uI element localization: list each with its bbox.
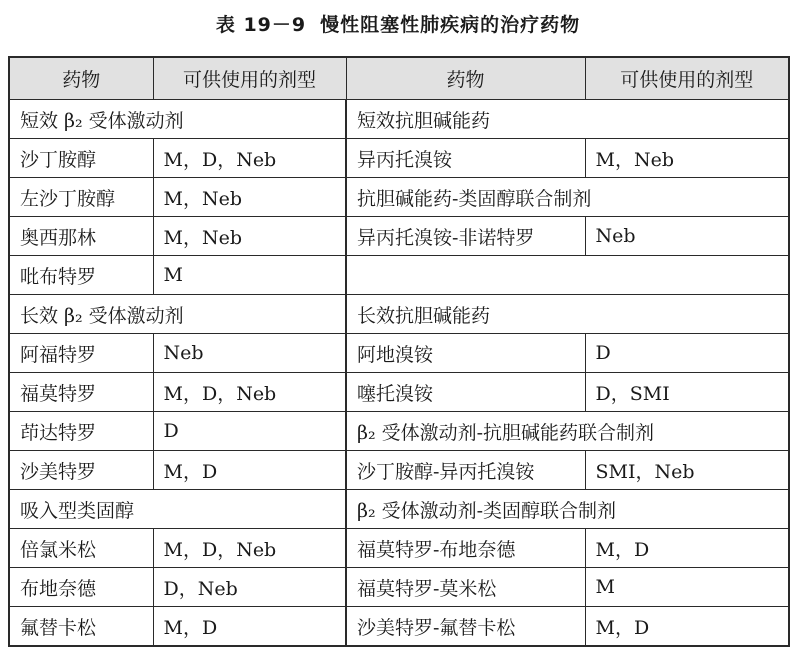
caption-title: 慢性阻塞性肺疾病的治疗药物 bbox=[320, 14, 581, 36]
right-dosage-forms: M bbox=[585, 568, 789, 607]
table-body bbox=[9, 100, 789, 647]
header-drug-right: 药物 bbox=[346, 57, 585, 100]
right-section-heading: β₂ 受体激动剂-类固醇联合制剂 bbox=[346, 490, 789, 529]
left-drug-name: 沙美特罗 bbox=[9, 451, 153, 490]
right-dosage-forms: Neb bbox=[585, 217, 789, 256]
table-row bbox=[9, 295, 789, 334]
table-row bbox=[9, 412, 789, 451]
right-drug-name: 异丙托溴铵 bbox=[346, 139, 585, 178]
right-dosage-forms: M，D bbox=[585, 529, 789, 568]
table-row bbox=[9, 607, 789, 647]
left-drug-name: 左沙丁胺醇 bbox=[9, 178, 153, 217]
left-dosage-forms: D，Neb bbox=[153, 568, 346, 607]
table-row bbox=[9, 139, 789, 178]
left-drug-name: 倍氯米松 bbox=[9, 529, 153, 568]
left-dosage-forms: M，D，Neb bbox=[153, 139, 346, 178]
left-dosage-forms: M，D，Neb bbox=[153, 529, 346, 568]
table-row bbox=[9, 100, 789, 139]
table-row bbox=[9, 529, 789, 568]
left-drug-name: 沙丁胺醇 bbox=[9, 139, 153, 178]
left-section-heading: 长效 β₂ 受体激动剂 bbox=[9, 295, 346, 334]
right-dosage-forms: D bbox=[585, 334, 789, 373]
table-row bbox=[9, 256, 789, 295]
right-dosage-forms: D，SMI bbox=[585, 373, 789, 412]
left-dosage-forms: D bbox=[153, 412, 346, 451]
right-section-heading bbox=[346, 256, 789, 295]
right-section-heading: β₂ 受体激动剂-抗胆碱能药联合制剂 bbox=[346, 412, 789, 451]
left-dosage-forms: M，D bbox=[153, 607, 346, 647]
right-dosage-forms: M，D bbox=[585, 607, 789, 647]
left-drug-name: 吡布特罗 bbox=[9, 256, 153, 295]
table-row bbox=[9, 178, 789, 217]
right-drug-name: 沙丁胺醇-异丙托溴铵 bbox=[346, 451, 585, 490]
right-section-heading: 抗胆碱能药-类固醇联合制剂 bbox=[346, 178, 789, 217]
left-drug-name: 氟替卡松 bbox=[9, 607, 153, 647]
left-dosage-forms: M，D bbox=[153, 451, 346, 490]
table-row bbox=[9, 373, 789, 412]
table-row bbox=[9, 217, 789, 256]
left-drug-name: 福莫特罗 bbox=[9, 373, 153, 412]
right-drug-name: 沙美特罗-氟替卡松 bbox=[346, 607, 585, 647]
left-dosage-forms: M bbox=[153, 256, 346, 295]
caption-number: 表 19－9 bbox=[215, 14, 307, 36]
left-section-heading: 吸入型类固醇 bbox=[9, 490, 346, 529]
left-dosage-forms: M，D，Neb bbox=[153, 373, 346, 412]
right-drug-name: 噻托溴铵 bbox=[346, 373, 585, 412]
header-forms-right: 可供使用的剂型 bbox=[585, 57, 789, 100]
table-row bbox=[9, 568, 789, 607]
right-section-heading: 短效抗胆碱能药 bbox=[346, 100, 789, 139]
right-drug-name: 异丙托溴铵-非诺特罗 bbox=[346, 217, 585, 256]
left-drug-name: 布地奈德 bbox=[9, 568, 153, 607]
table-row bbox=[9, 451, 789, 490]
right-dosage-forms: SMI，Neb bbox=[585, 451, 789, 490]
header-forms-left: 可供使用的剂型 bbox=[153, 57, 346, 100]
left-drug-name: 奥西那林 bbox=[9, 217, 153, 256]
table-row bbox=[9, 490, 789, 529]
left-drug-name: 茚达特罗 bbox=[9, 412, 153, 451]
right-dosage-forms: M，Neb bbox=[585, 139, 789, 178]
left-section-heading: 短效 β₂ 受体激动剂 bbox=[9, 100, 346, 139]
drug-table bbox=[8, 56, 790, 647]
right-drug-name: 福莫特罗-布地奈德 bbox=[346, 529, 585, 568]
left-dosage-forms: Neb bbox=[153, 334, 346, 373]
right-drug-name: 福莫特罗-莫米松 bbox=[346, 568, 585, 607]
left-dosage-forms: M，Neb bbox=[153, 178, 346, 217]
left-drug-name: 阿福特罗 bbox=[9, 334, 153, 373]
table-caption bbox=[0, 10, 796, 37]
header-row bbox=[9, 57, 789, 100]
table-row bbox=[9, 334, 789, 373]
right-drug-name: 阿地溴铵 bbox=[346, 334, 585, 373]
header-drug-left: 药物 bbox=[9, 57, 153, 100]
right-section-heading: 长效抗胆碱能药 bbox=[346, 295, 789, 334]
left-dosage-forms: M，Neb bbox=[153, 217, 346, 256]
